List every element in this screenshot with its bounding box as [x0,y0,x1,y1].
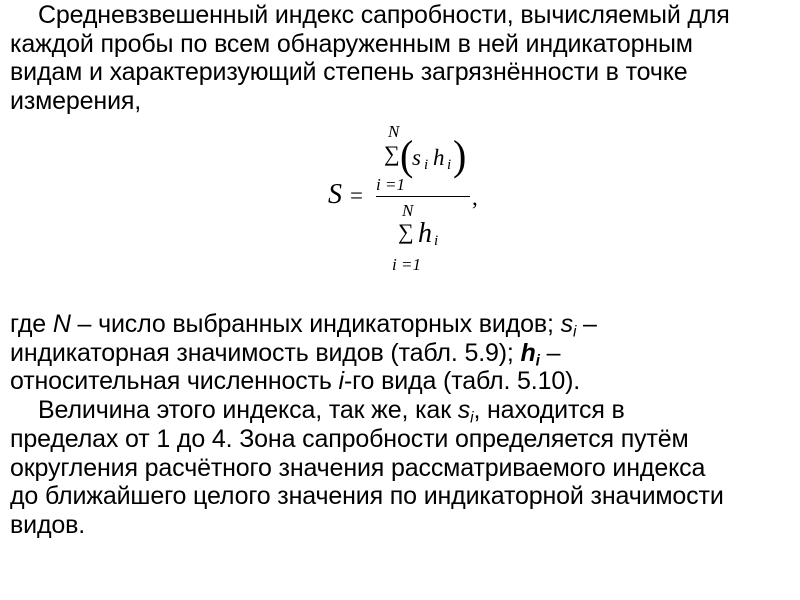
variable-h: h [520,338,536,367]
text-fragment: Величина этого индекса, так же, как [38,396,458,425]
intro-paragraph [10,1,790,116]
text-line: Средневзвешенный индекс сапробности, вычисляемый для [38,1,730,29]
fraction-bar [376,196,470,197]
numerator-sum-sign: ∑ [384,141,400,166]
text-line [10,367,790,396]
numerator-lower-limit: i =1 [376,175,405,194]
text-fragment: – число выбранных индикаторных видов; [70,310,561,338]
text-fragment: относительная численность [10,367,339,396]
variable-h-sub: i [535,352,540,370]
variable-s-sub: i [572,323,577,341]
text-fragment: -го вида (табл. 5.10). [343,367,581,396]
text-fragment: где [10,310,53,338]
text-line: измерения, [10,87,142,116]
text-line: округления расчётного значения рассматриваемого индекса [10,453,706,482]
numerator-h: h [433,145,445,170]
formula-lhs-s: S [328,179,342,210]
text-fragment: , находится в [473,396,625,425]
numerator-right-paren: ) [453,131,467,180]
numerator-s-sub: i [424,157,429,173]
text-line: каждой пробы по всем обнаруженным в ней индикаторным [10,29,693,58]
denominator-upper-limit: N [402,201,414,220]
text-line [10,396,790,425]
explanation-paragraph [10,310,790,540]
text-line: видам и характеризующий степень загрязнённости в точке [10,58,688,87]
text-fragment: – [539,338,561,367]
text-fragment: индикаторная значимость видов (табл. 5.9); [10,338,521,367]
variable-s: s [457,396,471,425]
numerator-s: s [412,145,421,170]
numerator-h-sub: i [447,157,452,173]
text-line: до ближайшего целого значения по индикаторной значимости [10,482,724,511]
denominator-sum-sign: ∑ [398,219,414,244]
text-line: видов. [10,510,86,539]
variable-n: N [52,310,71,338]
variable-s-sub: i [470,409,474,427]
numerator-upper-limit: N [388,122,400,141]
denominator-lower-limit: i =1 [392,255,421,274]
denominator-h-sub: i [434,233,439,249]
variable-i: i [338,367,344,396]
saprobity-index-formula [320,120,500,280]
variable-s: s [560,310,573,338]
text-line: пределах от 1 до 4. Зона сапробности определяется путём [10,424,689,453]
denominator-h: h [418,218,432,249]
text-fragment: – [576,310,597,338]
text-line [10,339,790,368]
formula-comma: , [472,185,478,210]
formula-equals: = [350,183,363,208]
text-line [10,310,790,339]
numerator-left-paren: ( [400,131,414,180]
